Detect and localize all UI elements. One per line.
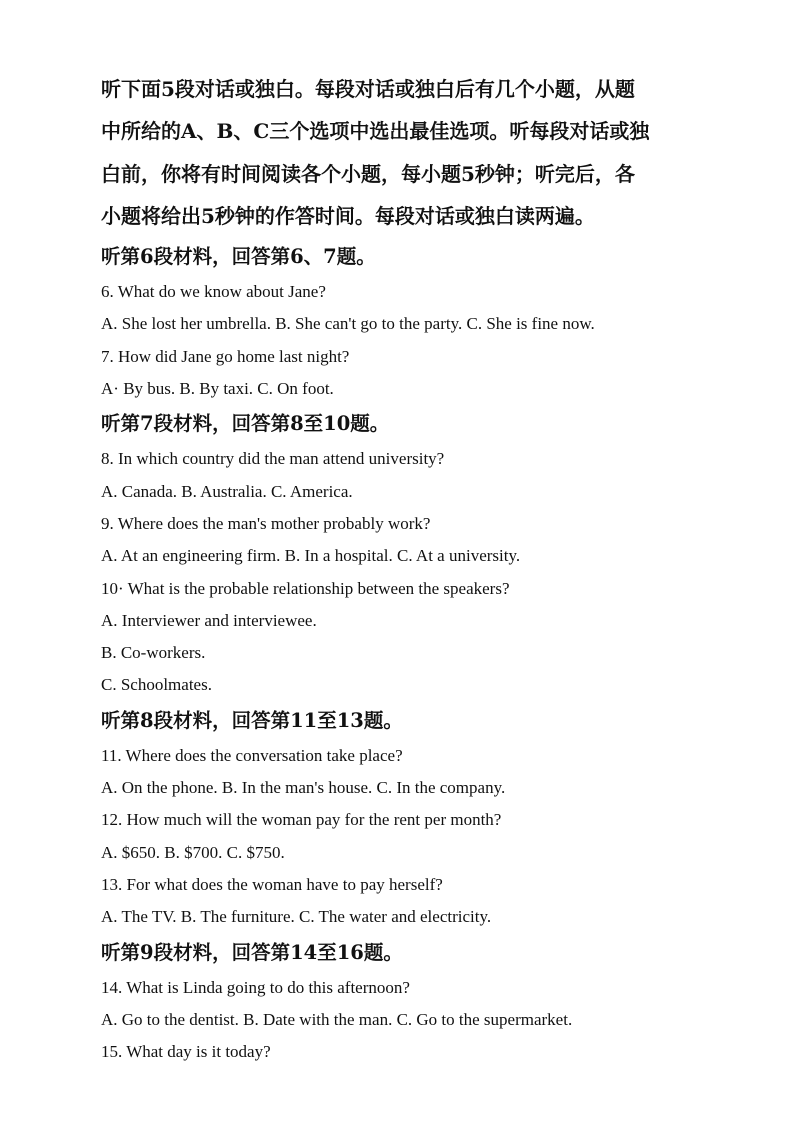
option-10-b: B. Co-workers. (101, 643, 206, 663)
question-13: 13. For what does the woman have to pay herself? (101, 874, 443, 894)
section-material-6 (101, 238, 701, 405)
instruction-line: 小题将给出5秒钟的作答时间。每段对话或独白读两遍。 (101, 203, 595, 228)
instruction-line: 中所给的A、B、C三个选项中选出最佳选项。听每段对话或独 (101, 119, 650, 144)
question-11: 11. Where does the conversation take place? (101, 745, 403, 765)
options-8: A. Canada. B. Australia. C. America. (101, 481, 353, 501)
section-heading: 听第6段材料，回答第6、7题。 (101, 245, 376, 269)
options-11: A. On the phone. B. In the man's house. C. In the company. (101, 778, 506, 798)
section-heading: 听第9段材料，回答第14至16题。 (101, 940, 403, 964)
section-material-8 (101, 702, 701, 934)
section-heading: 听第7段材料，回答第8至10题。 (101, 412, 390, 436)
instruction-line: 听下面5段对话或独白。每段对话或独白后有几个小题，从题 (101, 77, 635, 101)
options-9: A. At an engineering firm. B. In a hospital. C. At a university. (101, 546, 521, 566)
question-8: 8. In which country did the man attend university? (101, 449, 445, 469)
question-6: 6. What do we know about Jane? (101, 282, 326, 302)
question-14: 14. What is Linda going to do this afternoon? (101, 977, 410, 997)
option-10-c: C. Schoolmates. (101, 675, 212, 695)
options-13: A. The TV. B. The furniture. C. The water and electricity. (101, 907, 492, 927)
options-7: A· By bus. B. By taxi. C. On foot. (101, 379, 334, 399)
options-12: A. $650. B. $700. C. $750. (101, 842, 285, 862)
options-14: A. Go to the dentist. B. Date with the man. C. Go to the supermarket. (101, 1009, 573, 1029)
question-12: 12. How much will the woman pay for the rent per month? (101, 810, 502, 830)
section-material-9 (101, 934, 701, 1069)
question-9: 9. Where does the man's mother probably work? (101, 513, 431, 533)
section-material-7 (101, 405, 701, 701)
listening-instructions (101, 68, 701, 237)
option-10-a: A. Interviewer and interviewee. (101, 610, 317, 630)
options-6: A. She lost her umbrella. B. She can't go to the party. C. She is fine now. (101, 314, 595, 334)
question-7: 7. How did Jane go home last night? (101, 346, 350, 366)
instruction-line: 白前，你将有时间阅读各个小题，每小题5秒钟；听完后，各 (101, 161, 635, 186)
section-heading: 听第8段材料，回答第11至13题。 (101, 708, 403, 732)
exam-page (101, 68, 701, 1068)
question-15: 15. What day is it today? (101, 1042, 271, 1062)
question-10: 10· What is the probable relationship between the speakers? (101, 578, 510, 598)
